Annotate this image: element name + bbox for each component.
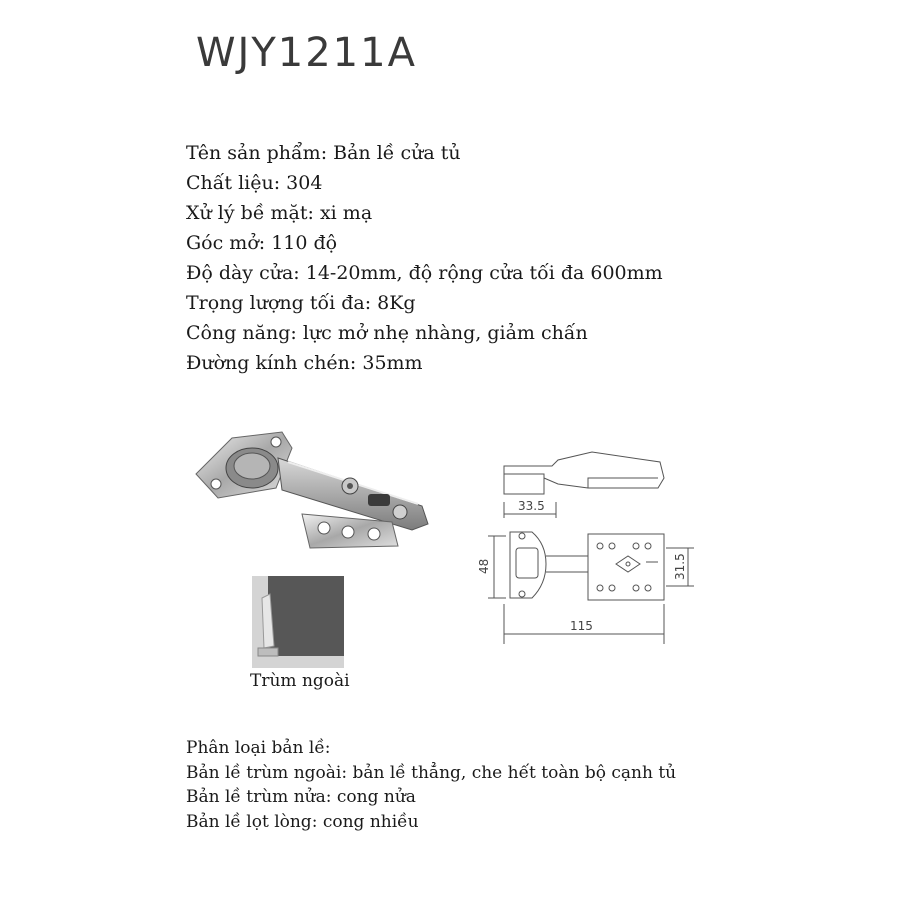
overlay-label: Trùm ngoài	[250, 671, 350, 691]
spec-function: Công năng: lực mở nhẹ nhàng, giảm chấn	[186, 322, 588, 344]
spec-name: Tên sản phẩm: Bản lề cửa tủ	[186, 142, 461, 164]
dim-31-5: 31.5	[673, 553, 687, 580]
product-title: WJY1211A	[196, 30, 417, 76]
spec-door-thickness: Độ dày cửa: 14-20mm, độ rộng cửa tối đa 600mm	[186, 262, 663, 284]
type-full-overlay: Bản lề trùm ngoài: bản lề thẳng, che hết toàn bộ cạnh tủ	[186, 762, 677, 783]
dim-115: 115	[570, 619, 593, 633]
spec-cup-diameter: Đường kính chén: 35mm	[186, 352, 423, 374]
technical-drawing	[476, 448, 736, 658]
dim-33-5: 33.5	[518, 499, 545, 513]
spec-list	[186, 138, 663, 378]
type-half-overlay: Bản lề trùm nửa: cong nửa	[186, 787, 416, 807]
spec-angle: Góc mở: 110 độ	[186, 232, 338, 254]
spec-weight: Trọng lượng tối đa: 8Kg	[186, 292, 416, 314]
overlay-illustration	[248, 576, 344, 668]
spec-material: Chất liệu: 304	[186, 172, 323, 194]
hinge-photo	[192, 428, 436, 552]
dim-48: 48	[477, 558, 491, 574]
types-heading: Phân loại bản lề:	[186, 738, 331, 758]
type-inset: Bản lề lọt lòng: cong nhiều	[186, 811, 419, 832]
spec-surface: Xử lý bề mặt: xi mạ	[186, 202, 373, 224]
hinge-types	[186, 736, 676, 834]
